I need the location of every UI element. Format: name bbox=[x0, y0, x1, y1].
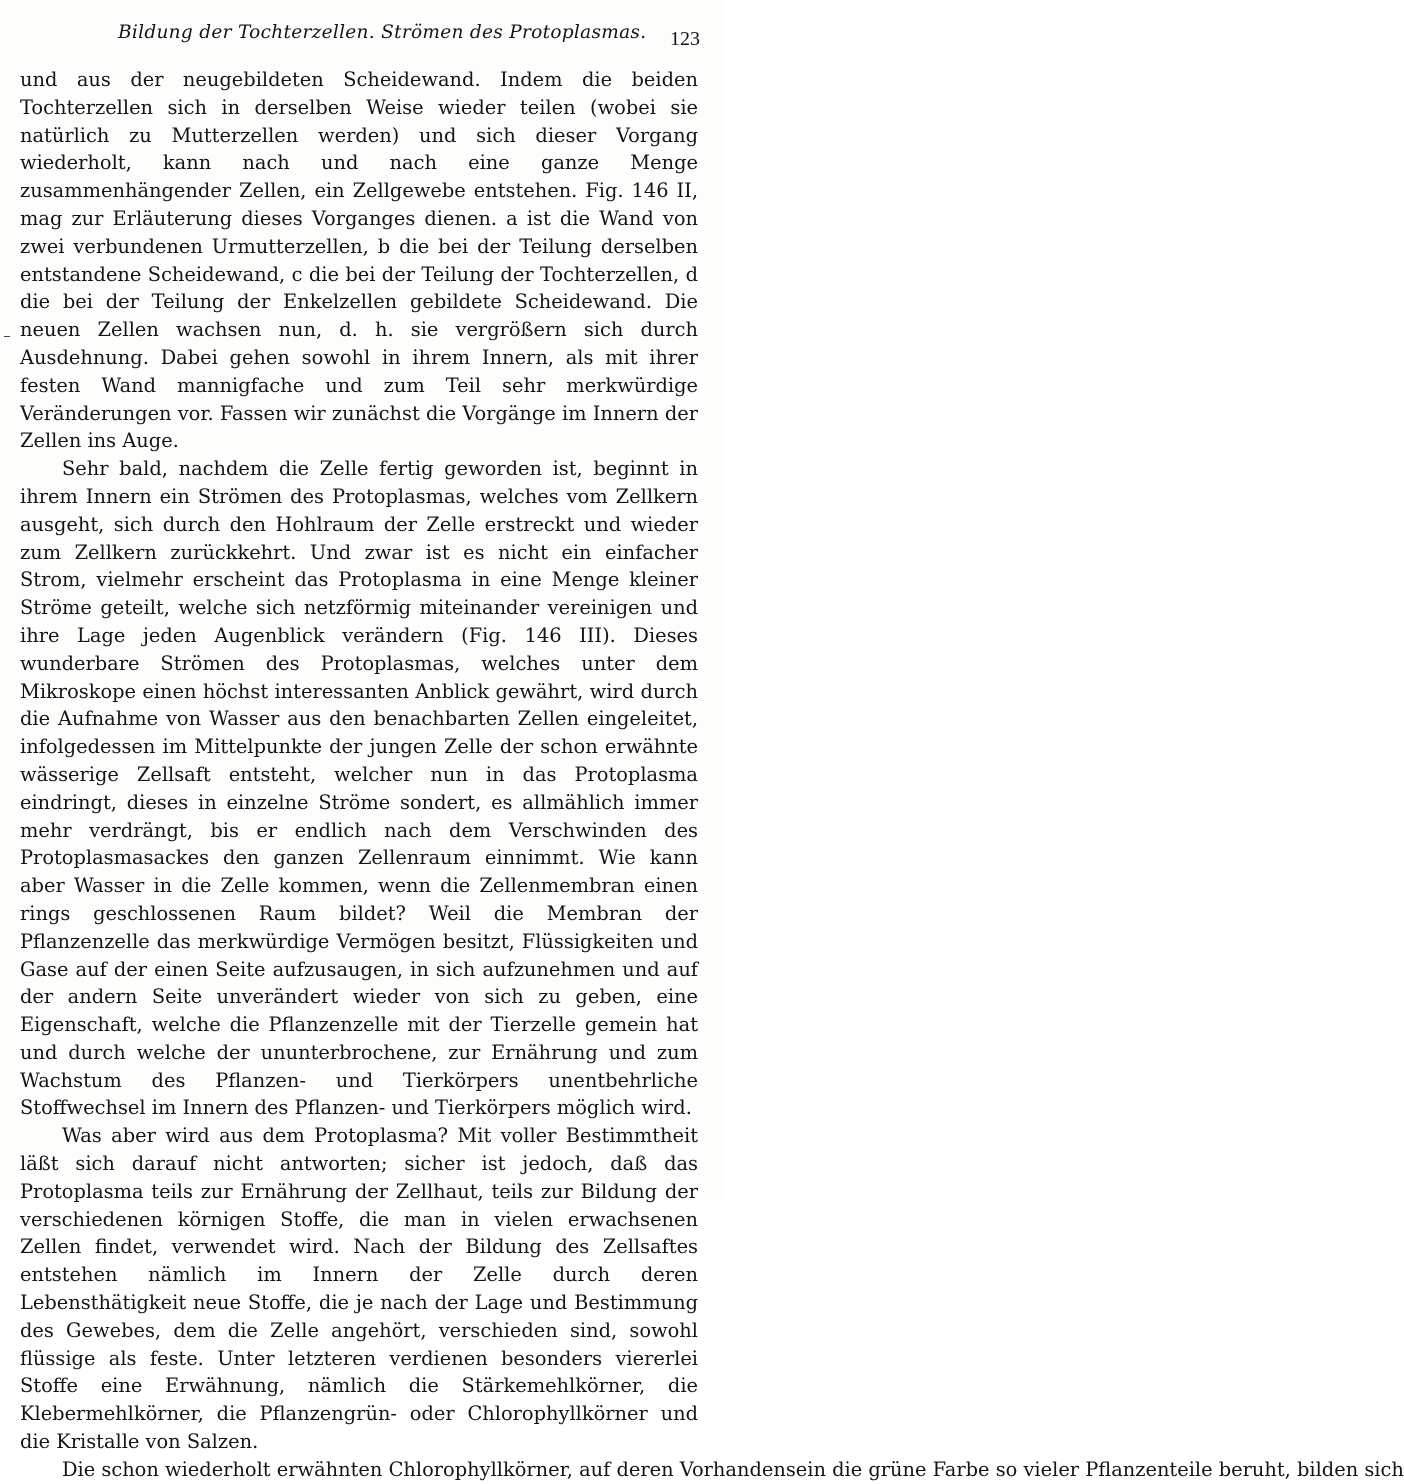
margin-mark bbox=[4, 336, 10, 337]
body-text bbox=[20, 66, 1404, 1484]
page-number: 123 bbox=[670, 28, 700, 50]
paragraph: Sehr bald, nachdem die Zelle fertig geworden ist, beginnt in ihrem Innern ein Strömen des Protoplasmas, welches vom Zellkern ausgeht, sich durch den Hohlraum der Zelle erstreckt und wieder zum Zellkern zurückkehrt. Und zwar ist es nicht ein einfacher Strom, vielmehr erscheint das Protoplasma in eine Menge kleiner Ströme geteilt, welche sich netzförmig miteinander vereinigen und ihre Lage jeden Augenblick verändern (Fig. 146 III). Dieses wunderbare Strömen des Protoplasmas, welches unter dem Mikroskope einen höchst interessanten Anblick gewährt, wird durch die Aufnahme von Wasser aus den benachbarten Zellen eingeleitet, infolgedessen im Mittelpunkte der jungen Zelle der schon erwähnte wässerige Zellsaft entsteht, welcher nun in das Protoplasma eindringt, dieses in einzelne Ströme sondert, es allmählich immer mehr verdrängt, bis er endlich nach dem Verschwinden des Protoplasmasackes den ganzen Zellenraum einnimmt. Wie kann aber Wasser in die Zelle kommen, wenn die Zellenmembran einen rings geschlossenen Raum bildet? Weil die Membran der Pflanzenzelle das merkwürdige Vermögen besitzt, Flüssigkeiten und Gase auf der einen Seite aufzusaugen, in sich aufzunehmen und auf der andern Seite unverändert wieder von sich zu geben, eine Eigenschaft, welche die Pflanzenzelle mit der Tierzelle gemein hat und durch welche der ununterbrochene, zur Ernährung und zum Wachstum des Pflanzen- und Tierkörpers unentbehrliche Stoffwechsel im Innern des Pflanzen- und Tierkörpers möglich wird. bbox=[20, 457, 698, 1120]
paragraph: und aus der neugebildeten Scheidewand. Indem die beiden Tochterzellen sich in derselben Weise wieder teilen (wobei sie natürlich zu Mutterzellen werden) und sich dieser Vorgang wiederholt, kann nach und nach eine ganze Menge zusammenhängender Zellen, ein Zellgewebe entstehen. Fig. 146 II, mag zur Erläuterung dieses Vorganges dienen. a ist die Wand von zwei verbundenen Urmutterzellen, b die bei der Teilung derselben entstandene Scheidewand, c die bei der Teilung der Tochterzellen, d die bei der Teilung der Enkelzellen gebildete Scheidewand. Die neuen Zellen wachsen nun, d. h. sie vergrößern sich durch Ausdehnung. Dabei gehen sowohl in ihrem Innern, als mit ihrer festen Wand mannigfache und zum Teil sehr merkwürdige Veränderungen vor. Fassen wir zunächst die Vorgänge im Innern der Zellen ins Auge. bbox=[20, 68, 698, 453]
running-head bbox=[0, 22, 726, 58]
paragraph: Was aber wird aus dem Protoplasma? Mit voller Bestimmtheit läßt sich darauf nicht antworten; sicher ist jedoch, daß das Protoplasma teils zur Ernährung der Zellhaut, teils zur Bildung der verschiedenen körnigen Stoffe, die man in vielen erwachsenen Zellen findet, verwendet wird. Nach der Bildung des Zellsaftes entstehen nämlich im Innern der Zelle durch deren Lebensthätigkeit neue Stoffe, die je nach der Lage und Bestimmung des Gewebes, dem die Zelle angehört, verschieden sind, sowohl flüssige als feste. Unter letzteren verdienen besonders viererlei Stoffe eine Erwähnung, nämlich die Stärkemehlkörner, die Klebermehlkörner, die Pflanzengrün- oder Chlorophyllkörner und die Kristalle von Salzen. bbox=[20, 1124, 698, 1454]
paragraph: Die schon wiederholt erwähnten Chlorophyllkörner, auf deren Vorhandensein die grüne Farbe so vieler Pflanzenteile beruht, bilden sich bbox=[62, 1457, 1404, 1481]
running-title: Bildung der Tochterzellen. Strömen des Protoplasmas. bbox=[118, 22, 647, 43]
